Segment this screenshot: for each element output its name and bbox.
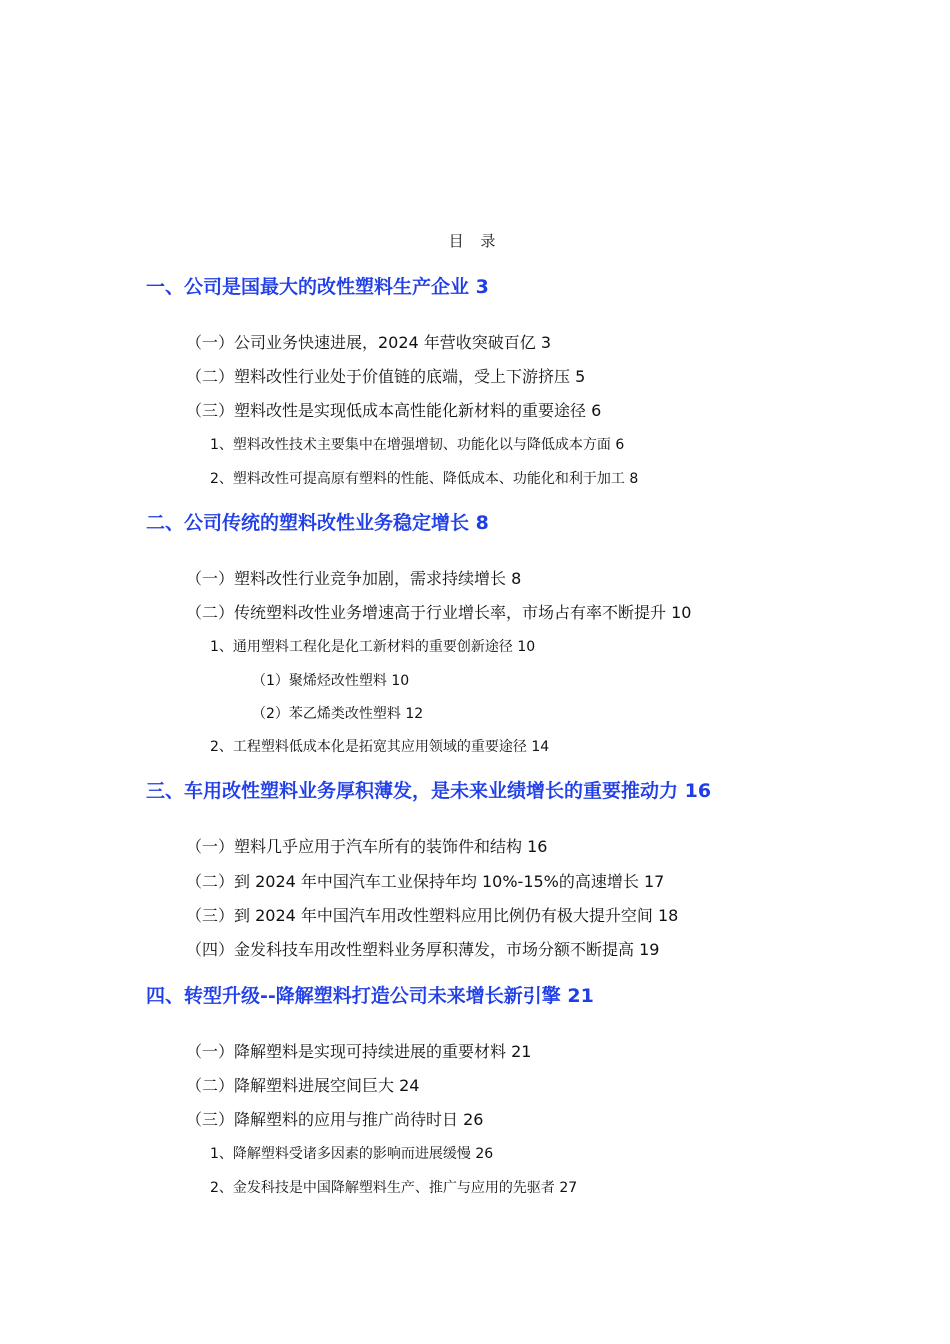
toc-entry-sub[interactable]: （二）塑料改性行业处于价值链的底端，受上下游挤压 5 — [186, 367, 586, 386]
toc-entry-item[interactable]: 1、通用塑料工程化是化工新材料的重要创新途径 10 — [210, 639, 536, 655]
toc-entry-sub[interactable]: （三）塑料改性是实现低成本高性能化新材料的重要途径 6 — [186, 401, 602, 420]
toc-entry-sub[interactable]: （四）金发科技车用改性塑料业务厚积薄发，市场分额不断提高 19 — [186, 940, 660, 959]
toc-title: 目 录 — [448, 232, 502, 250]
toc-entry-sub[interactable]: （三）到 2024 年中国汽车用改性塑料应用比例仍有极大提升空间 18 — [186, 906, 679, 925]
toc-entry-section-4[interactable]: 四、转型升级--降解塑料打造公司未来增长新引擎 21 — [146, 985, 594, 1007]
toc-entry-item[interactable]: 1、降解塑料受诸多因素的影响而进展缓慢 26 — [210, 1146, 494, 1162]
toc-entry-item[interactable]: 2、工程塑料低成本化是拓宽其应用领域的重要途径 14 — [210, 739, 550, 755]
toc-entry-item[interactable]: 1、塑料改性技术主要集中在增强增韧、功能化以与降低成本方面 6 — [210, 437, 625, 453]
toc-entry-sub[interactable]: （三）降解塑料的应用与推广尚待时日 26 — [186, 1110, 484, 1129]
toc-entry-sub[interactable]: （二）到 2024 年中国汽车工业保持年均 10%-15%的高速增长 17 — [186, 872, 665, 891]
toc-entry-sub[interactable]: （一）降解塑料是实现可持续进展的重要材料 21 — [186, 1042, 532, 1061]
toc-entry-section-2[interactable]: 二、公司传统的塑料改性业务稳定增长 8 — [146, 512, 489, 534]
toc-entry-section-3[interactable]: 三、车用改性塑料业务厚积薄发，是未来业绩增长的重要推动力 16 — [146, 780, 712, 802]
toc-entry-sub[interactable]: （二）传统塑料改性业务增速高于行业增长率，市场占有率不断提升 10 — [186, 603, 692, 622]
toc-entry-item[interactable]: 2、金发科技是中国降解塑料生产、推广与应用的先驱者 27 — [210, 1180, 578, 1196]
toc-entry-sub[interactable]: （一）塑料改性行业竞争加剧，需求持续增长 8 — [186, 569, 522, 588]
toc-entry-item[interactable]: 2、塑料改性可提高原有塑料的性能、降低成本、功能化和利于加工 8 — [210, 471, 639, 487]
toc-entry-subitem[interactable]: （1）聚烯烃改性塑料 10 — [252, 673, 410, 689]
toc-entry-sub[interactable]: （二）降解塑料进展空间巨大 24 — [186, 1076, 420, 1095]
toc-entry-sub[interactable]: （一）公司业务快速进展，2024 年营收突破百亿 3 — [186, 333, 552, 352]
toc-entry-section-1[interactable]: 一、公司是国最大的改性塑料生产企业 3 — [146, 276, 489, 298]
toc-entry-subitem[interactable]: （2）苯乙烯类改性塑料 12 — [252, 706, 424, 722]
toc-entry-sub[interactable]: （一）塑料几乎应用于汽车所有的装饰件和结构 16 — [186, 837, 548, 856]
